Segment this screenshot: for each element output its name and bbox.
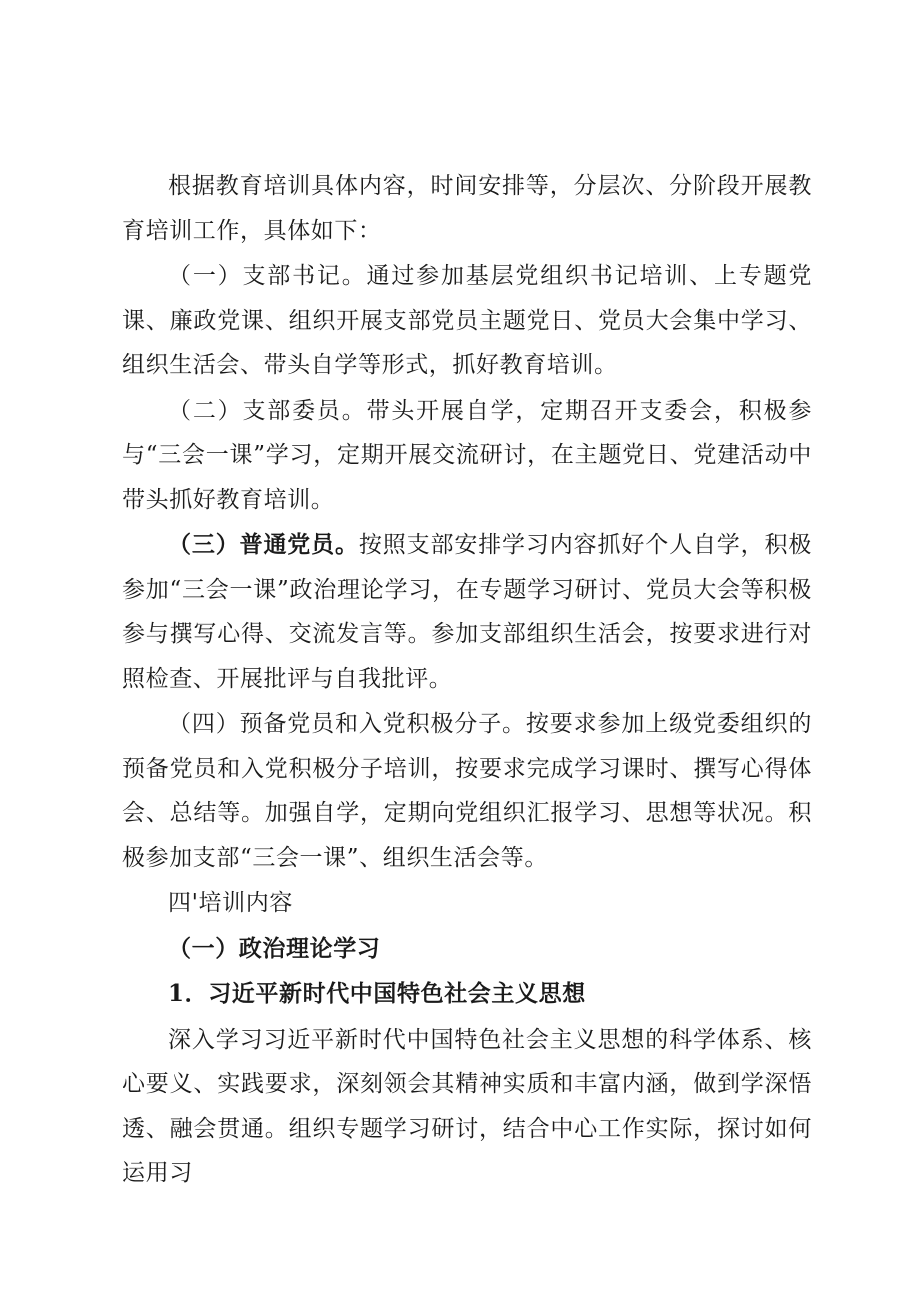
paragraph-branch-committee: （二）支部委员。带头开展自学，定期召开支委会，积极参与“三会一课”学习，定期开展交流研讨，在主题党日、党建活动中带头抓好教育培训。 [122, 397, 812, 513]
paragraph-probationary-members: （四）预备党员和入党积极分子。按要求参加上级党委组织的预备党员和入党积极分子培训，按要求完成学习课时、撰写心得体会、总结等。加强自学，定期向党组织汇报学习、思想等状况。积极参加支部“三会一课”、组织生活会等。 [122, 711, 812, 871]
subsection-heading-political-theory: （一）政治理论学习 [168, 934, 381, 962]
paragraph-xi-thought-study: 深入学习习近平新时代中国特色社会主义思想的科学体系、核心要义、实践要求，深刻领会其精神实质和丰富内涵，做到学深悟透、融会贯通。组织专题学习研讨，结合中心工作实际，探讨如何运用习 [122, 1026, 812, 1186]
regular-members-heading: （三）普通党员。 [168, 531, 359, 558]
regular-members-text: 按照支部安排学习内容抓好个人自学，积极参加“三会一课”政治理论学习，在专题学习研讨、党员大会等积极参与撰写心得、交流发言等。参加支部组织生活会，按要求进行对照检查、开展批评与自我批评。 [122, 532, 812, 692]
section-heading-training-content: 四'培训内容 [168, 890, 293, 916]
paragraph-branch-secretary: （一）支部书记。通过参加基层党组织书记培训、上专题党课、廉政党课、组织开展支部党员主题党日、党员大会集中学习、组织生活会、带头自学等形式，抓好教育培训。 [122, 263, 812, 378]
paragraph-regular-members [122, 523, 812, 701]
paragraph-intro: 根据教育培训具体内容，时间安排等，分层次、分阶段开展教育培训工作，具体如下： [122, 173, 812, 244]
item-heading-xi-thought: 1．习近平新时代中国特色社会主义思想 [168, 980, 586, 1007]
document-body [122, 164, 812, 1196]
